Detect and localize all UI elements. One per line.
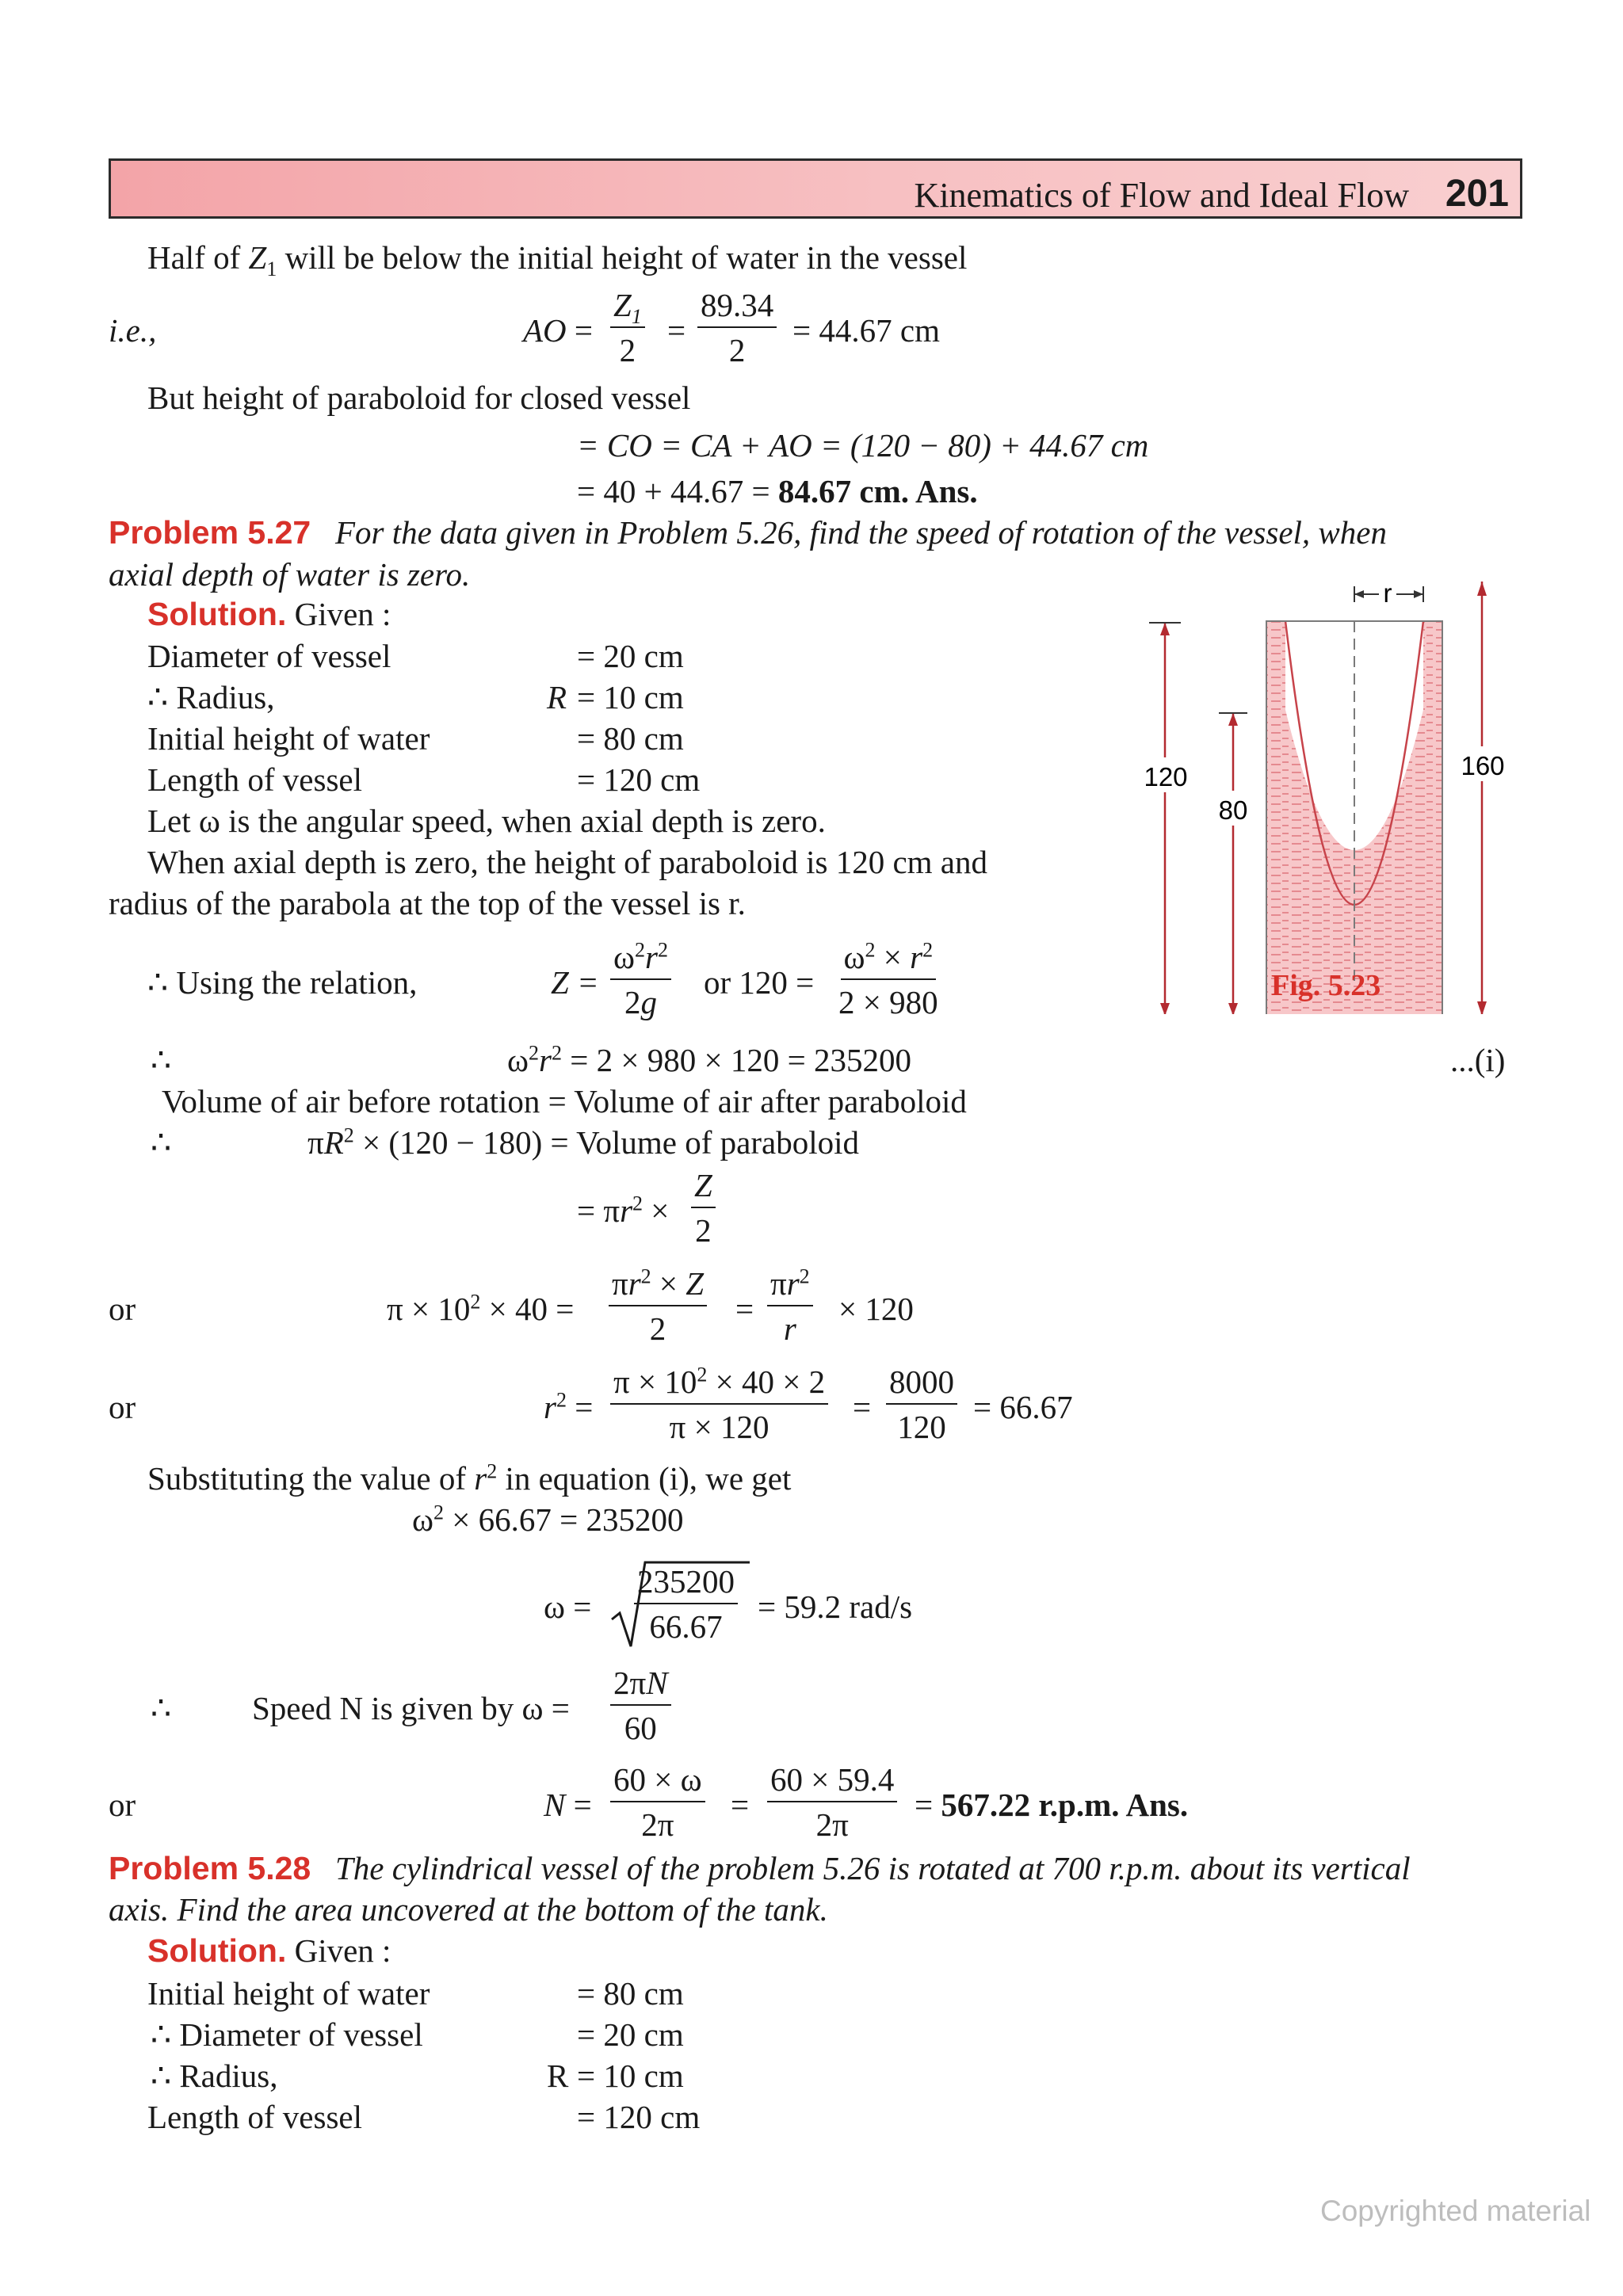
- given-label: Initial height of water: [147, 1975, 430, 2012]
- let-line: Let ω is the angular speed, when axial depth is zero.: [147, 803, 826, 839]
- copyright-notice: Copyrighted material: [1320, 2195, 1591, 2227]
- h80-label: 80: [1218, 795, 1248, 825]
- given-label: Initial height of water: [147, 720, 430, 757]
- given-label: ∴ Radius,: [151, 2058, 278, 2094]
- using-relation: ∴ Using the relation,: [147, 964, 418, 1001]
- ie-label: i.e.,: [109, 312, 157, 349]
- speed-line: Speed N is given by ω =: [252, 1690, 570, 1726]
- r2-value: = 66.67: [973, 1389, 1073, 1425]
- ao-frac-2: $\frac{89.34}{2}$: [697, 289, 777, 367]
- h160-label: 160: [1461, 751, 1505, 780]
- given-label: ∴ Diameter of vessel: [151, 2016, 423, 2053]
- given-value: = 80 cm: [577, 1975, 684, 2012]
- h120-label: 120: [1144, 762, 1188, 791]
- given-label: Length of vessel: [147, 761, 362, 798]
- problem-527-statement-2: axial depth of water is zero.: [109, 556, 471, 593]
- z-frac-2: $\frac{\omega^2 \times r^2}{2 \times 980}$: [838, 938, 938, 1020]
- problem-528-statement: Problem 5.28 The cylindrical vessel of the problem 5.26 is rotated at 700 r.p.m. about its vertical: [109, 1850, 1411, 1886]
- r-label: r: [1383, 578, 1392, 608]
- given-value: = 10 cm: [577, 679, 684, 715]
- page-number: 201: [1445, 173, 1509, 215]
- n-result: = 567.22 r.p.m. Ans.: [915, 1787, 1189, 1823]
- given-value: = 120 cm: [577, 761, 701, 798]
- vessel-wall-left: [1266, 621, 1285, 1014]
- but-line: But height of paraboloid for closed vessel: [147, 379, 691, 416]
- given-value: = 20 cm: [577, 638, 684, 674]
- eq-i: $\omega^2r^2 = 2 \times 980 \times 120 = 235200$: [507, 1041, 911, 1078]
- given-value: = 20 cm: [577, 2016, 684, 2053]
- figure-5-23: [1125, 570, 1537, 1014]
- given-value: = 80 cm: [577, 720, 684, 757]
- when-line-2: radius of the parabola at the top of the vessel is r.: [109, 885, 746, 921]
- given-value: = 10 cm: [577, 2058, 684, 2094]
- z-frac: $\frac{\omega^2r^2}{2g}$: [610, 941, 671, 1019]
- when-line-1: When axial depth is zero, the height of paraboloid is 120 cm and: [147, 844, 987, 880]
- eq-ref: ...(i): [1450, 1042, 1506, 1078]
- running-header: [109, 158, 1522, 219]
- given-label: ∴ Radius,: [147, 679, 275, 715]
- problem-527-statement: Problem 5.27 For the data given in Problem 5.26, find the speed of rotation of the vessel, when: [109, 514, 1387, 551]
- solution-527: Solution. Given :: [147, 596, 391, 632]
- ao-value: = 44.67 cm: [792, 312, 940, 349]
- omega-result: = 59.2 rad/s: [758, 1589, 913, 1625]
- co-line: = CO = CA + AO = (120 − 80) + 44.67 cm: [577, 427, 1149, 463]
- ao-lhs: AO =: [523, 312, 594, 349]
- given-label: Diameter of vessel: [147, 638, 391, 674]
- chapter-title: Kinematics of Flow and Ideal Flow: [914, 176, 1409, 215]
- volume-eq: $\pi R^2 \times (120 - 180)$ = Volume of paraboloid: [307, 1123, 859, 1161]
- substitute-line: Substituting the value of $r^2$ in equation (i), we get: [147, 1459, 792, 1497]
- given-value: = 120 cm: [577, 2099, 701, 2135]
- figure-caption: Fig. 5.23: [1271, 969, 1381, 1002]
- half-line: Half of $Z_1$ will be below the initial height of water in the vessel: [147, 239, 968, 281]
- vessel-wall-right: [1423, 621, 1442, 1014]
- volume-line: Volume of air before rotation = Volume of air after paraboloid: [162, 1083, 967, 1119]
- omega-eq: $\omega^2 \times 66.67 = 235200$: [412, 1501, 684, 1538]
- ao-frac-1: $\frac{Z_1}{2}$: [610, 289, 645, 367]
- solution-528: Solution. Given :: [147, 1932, 391, 1969]
- pi-eq: $\pi \times 10^2 \times 40$ =: [387, 1290, 575, 1327]
- given-symbol: R: [547, 679, 567, 715]
- result-line: = 40 + 44.67 = 84.67 cm. Ans.: [577, 473, 978, 509]
- problem-528-statement-2: axis. Find the area uncovered at the bottom of the tank.: [109, 1891, 828, 1928]
- given-symbol: R: [547, 2058, 569, 2094]
- given-label: Length of vessel: [147, 2099, 362, 2135]
